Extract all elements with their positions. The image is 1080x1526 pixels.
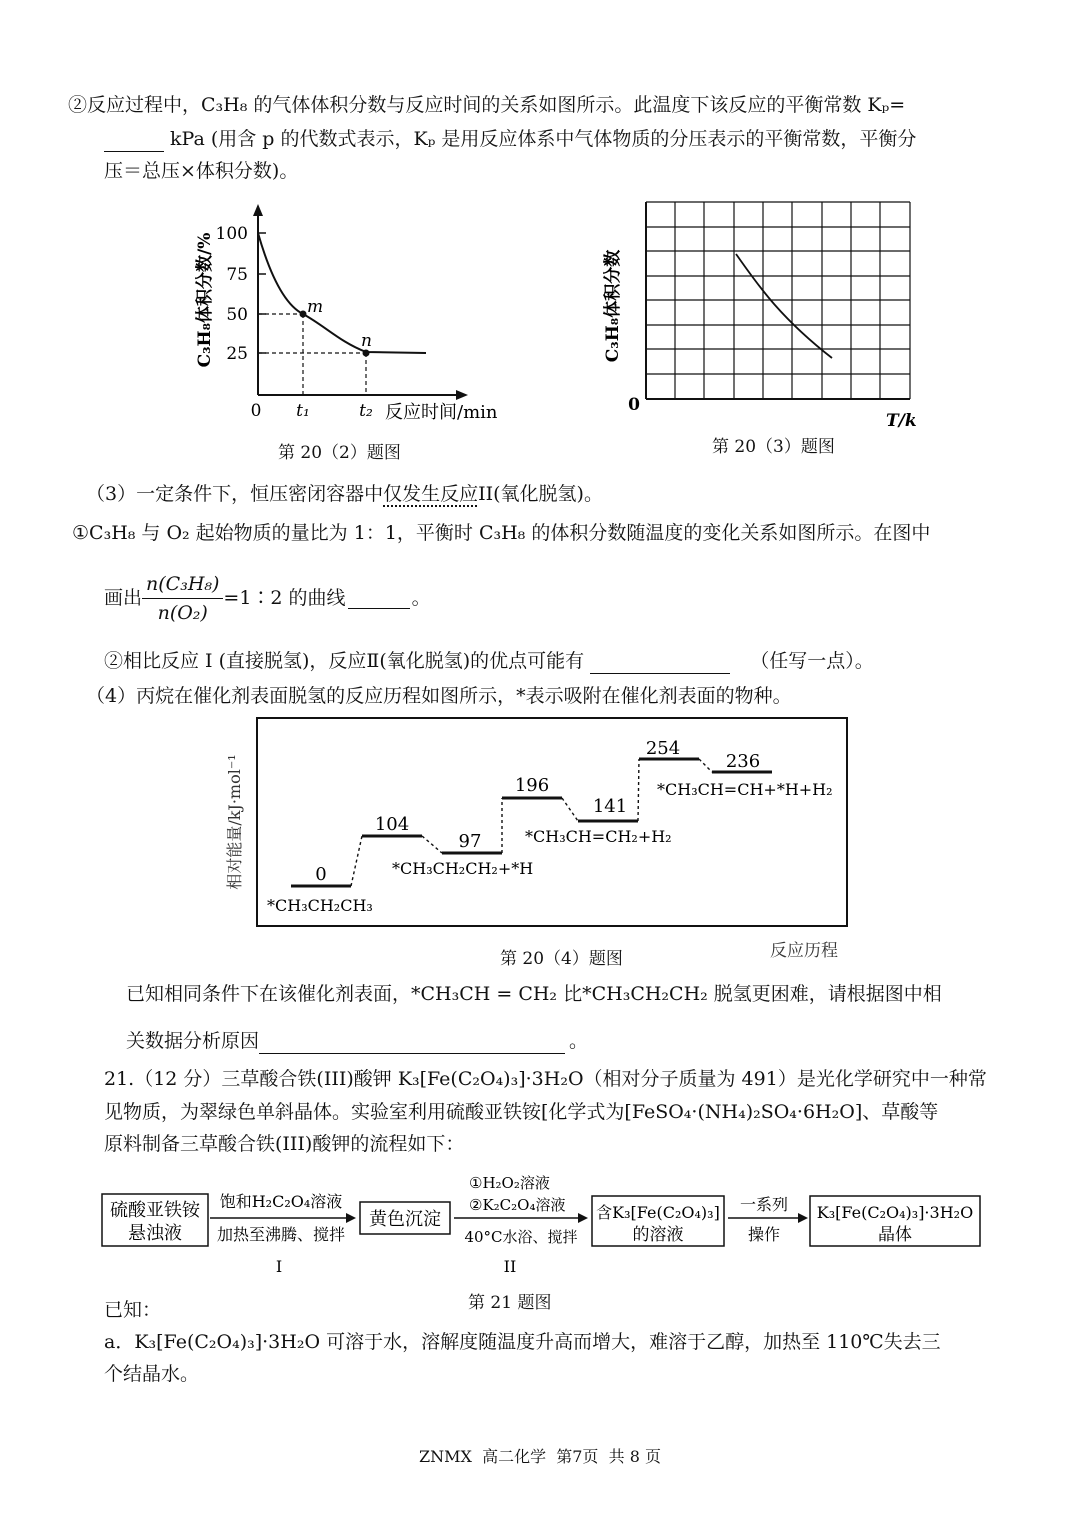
value-236: 236 bbox=[725, 751, 761, 772]
fig-20-2-chart bbox=[190, 200, 520, 430]
fig-20-4-energy-diagram bbox=[220, 712, 860, 982]
y-tick-75: 75 bbox=[226, 265, 248, 285]
box1-line2: 悬浊液 bbox=[128, 1223, 182, 1244]
q3-p2-end: （任写一点）。 bbox=[750, 650, 874, 672]
species-propene: *CH₃CH=CH₂+H₂ bbox=[525, 827, 672, 846]
q3-draw-line bbox=[104, 566, 431, 630]
answer-blank-curve[interactable] bbox=[348, 588, 410, 609]
box1-line1: 硫酸亚铁铵 bbox=[110, 1200, 200, 1221]
box4-line1: K₃[Fe(C₂O₄)₃]·3H₂O bbox=[816, 1203, 974, 1222]
known-a-line2: 个结晶水。 bbox=[104, 1363, 200, 1385]
fig-20-2-caption: 第 20（2）题图 bbox=[278, 443, 401, 463]
answer-blank-advantage[interactable] bbox=[590, 653, 730, 674]
q3-p2 bbox=[104, 648, 874, 674]
value-0: 0 bbox=[315, 864, 327, 885]
equilibrium-curve bbox=[736, 254, 832, 358]
fig-20-2-ylabel: C₃H₈体积分数/% bbox=[195, 232, 215, 368]
known-a-line1: a．K₃[Fe(C₂O₄)₃]·3H₂O 可溶于水，溶解度随温度升高而增大，难溶于乙醇，加热至 110℃失去三 bbox=[104, 1331, 941, 1353]
q4-known1: 已知相同条件下在该催化剂表面，*CH₃CH = CH₂ 比*CH₃CH₂CH₂ 脱氢更困难，请根据图中相 bbox=[126, 983, 942, 1005]
box3-line1: 含K₃[Fe(C₂O₄)₃] bbox=[596, 1203, 720, 1222]
box3-line2: 的溶液 bbox=[632, 1225, 684, 1245]
arrow2-top1: ①H₂O₂溶液 bbox=[469, 1174, 550, 1192]
species-propane: *CH₃CH₂CH₃ bbox=[267, 896, 373, 915]
q4-known2-text: 关数据分析原因 bbox=[126, 1030, 260, 1052]
q3-p2-text: ②相比反应 I (直接脱氢)，反应Ⅱ(氧化脱氢)的优点可能有 bbox=[104, 650, 585, 672]
arrow3-top: 一系列 bbox=[739, 1195, 789, 1214]
box4-line2: 晶体 bbox=[878, 1225, 912, 1245]
q4-known2-end: 。 bbox=[569, 1030, 589, 1052]
label-n: n bbox=[361, 331, 372, 351]
value-141: 141 bbox=[592, 796, 628, 817]
q3-draw-prefix: 画出 bbox=[104, 587, 143, 609]
q2-2-line3: 压＝总压×体积分数)。 bbox=[104, 160, 299, 182]
flow-chart bbox=[96, 1168, 988, 1278]
x-tick-t1: t₁ bbox=[296, 401, 310, 421]
fraction-numerator: n(C₃H₈) bbox=[142, 570, 223, 599]
fig-20-3-caption: 第 20（3）题图 bbox=[712, 437, 835, 457]
answer-blank-kp[interactable] bbox=[104, 131, 164, 152]
x-axis-arrow bbox=[456, 390, 468, 400]
fig-20-4-xlabel: 反应历程 bbox=[770, 941, 838, 961]
q3-intro-a: （3）一定条件下，恒压密闭容器中 bbox=[86, 483, 384, 505]
species-propyl: *CH₃CH₂CH₂+*H bbox=[392, 859, 534, 878]
diagram-frame bbox=[257, 718, 847, 926]
fig-20-3-chart bbox=[596, 196, 926, 432]
arrow2-bottom: 40°C水浴、搅拌 bbox=[464, 1228, 578, 1246]
q3-draw-end: 。 bbox=[411, 587, 431, 609]
value-196: 196 bbox=[514, 775, 550, 796]
q3-p1: ①C₃H₈ 与 O₂ 起始物质的量比为 1：1，平衡时 C₃H₈ 的体积分数随温度的变化关系如图所示。在图中 bbox=[72, 522, 931, 544]
c3h8-curve bbox=[258, 233, 426, 353]
label-m: m bbox=[307, 297, 324, 317]
y-tick-50: 50 bbox=[226, 305, 248, 325]
fig-20-4-ylabel: 相对能量/kJ·mol⁻¹ bbox=[225, 754, 244, 890]
arrow2-top2: ②K₂C₂O₄溶液 bbox=[469, 1196, 566, 1214]
value-254: 254 bbox=[645, 738, 681, 759]
ratio-fraction bbox=[142, 570, 223, 627]
q3-intro bbox=[86, 481, 603, 507]
fig-20-3-ylabel: C₃H₈体积分数 bbox=[603, 249, 623, 363]
value-104: 104 bbox=[374, 814, 410, 835]
q3-intro-b: II(氧化脱氢)。 bbox=[478, 483, 603, 505]
y-tick-25: 25 bbox=[226, 344, 248, 364]
known-title: 已知： bbox=[104, 1299, 162, 1321]
arrow3-bottom: 操作 bbox=[747, 1225, 781, 1244]
step-I: I bbox=[275, 1257, 283, 1276]
q3-draw-suffix: =1∶2 的曲线 bbox=[223, 587, 346, 609]
q21-line3: 原料制备三草酸合铁(III)酸钾的流程如下： bbox=[104, 1133, 465, 1155]
x-tick-0: 0 bbox=[250, 401, 262, 421]
q21-line1: 21.（12 分）三草酸合铁(III)酸钾 K₃[Fe(C₂O₄)₃]·3H₂O（相对分子质量为 491）是光化学研究中一种常 bbox=[104, 1068, 987, 1090]
answer-blank-reason[interactable] bbox=[259, 1033, 565, 1054]
origin-label: 0 bbox=[628, 395, 640, 415]
flow-caption: 第 21 题图 bbox=[468, 1293, 552, 1313]
step-II: II bbox=[503, 1257, 517, 1276]
grid bbox=[646, 202, 910, 399]
value-97: 97 bbox=[458, 831, 482, 852]
y-axis-arrow bbox=[253, 204, 263, 216]
q2-2-line2-text: kPa (用含 p 的代数式表示，Kₚ 是用反应体系中气体物质的分压表示的平衡常数，平衡分 bbox=[170, 128, 917, 150]
box2-label: 黄色沉淀 bbox=[369, 1209, 441, 1230]
x-tick-t2: t₂ bbox=[359, 401, 373, 421]
q21-line2: 见物质，为翠绿色单斜晶体。实验室利用硫酸亚铁铵[化学式为[FeSO₄·(NH₄)₂SO₄·6H₂O]、草酸等 bbox=[104, 1101, 939, 1123]
q3-intro-emphasis: 仅发生反应 bbox=[383, 483, 479, 505]
point-m bbox=[300, 311, 307, 318]
fraction-denominator: n(O₂) bbox=[157, 601, 208, 624]
arrow1-top: 饱和H₂C₂O₄溶液 bbox=[219, 1192, 343, 1211]
q4-intro: （4）丙烷在催化剂表面脱氢的反应历程如图所示，*表示吸附在催化剂表面的物种。 bbox=[86, 685, 792, 707]
fig-20-2-xlabel: 反应时间/min bbox=[385, 402, 498, 423]
fig-20-3-xlabel: T/k bbox=[886, 411, 917, 431]
page-footer: ZNMX 高二化学 第7页 共 8 页 bbox=[419, 1447, 661, 1466]
arrow1-bottom: 加热至沸腾、搅拌 bbox=[216, 1225, 346, 1244]
q2-2-line2 bbox=[104, 126, 916, 152]
q2-2-line1: ②反应过程中，C₃H₈ 的气体体积分数与反应时间的关系如图所示。此温度下该反应的平衡常数 Kₚ= bbox=[68, 94, 906, 116]
y-tick-100: 100 bbox=[215, 224, 248, 244]
q4-known2 bbox=[126, 1028, 588, 1054]
species-propenyl: *CH₃CH=CH+*H+H₂ bbox=[657, 780, 833, 799]
fig-20-4-caption: 第 20（4）题图 bbox=[500, 949, 623, 969]
